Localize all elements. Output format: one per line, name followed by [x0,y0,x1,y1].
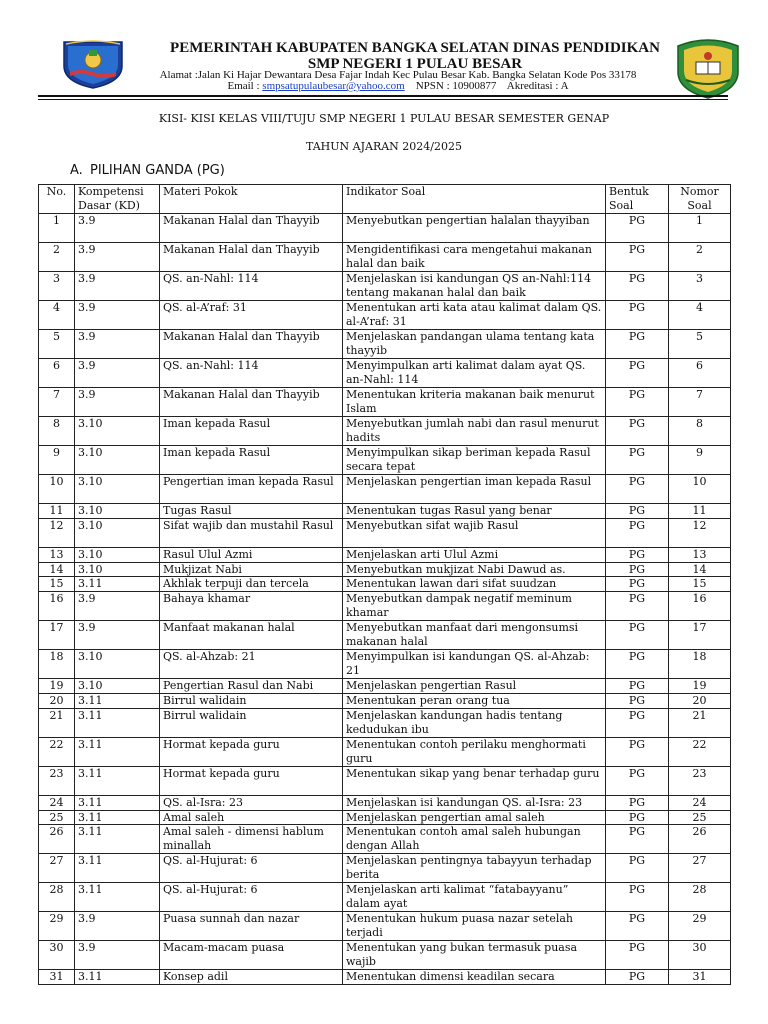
cell-nomor: 3 [669,272,731,301]
cell-no: 18 [39,650,75,679]
cell-nomor: 30 [669,941,731,970]
cell-indikator: Menentukan kriteria makanan baik menurut Islam [343,388,606,417]
table-row [39,417,731,446]
cell-bentuk: PG [606,518,669,547]
table-row [39,795,731,810]
cell-no: 14 [39,562,75,577]
school-name: SMP NEGERI 1 PULAU BESAR [307,56,523,72]
cell-materi: QS. al-Ahzab: 21 [160,650,343,679]
table-row [39,883,731,912]
cell-indikator: Menyimpulkan sikap beriman kepada Rasul secara tepat [343,446,606,475]
cell-kd: 3.10 [75,650,160,679]
table-row [39,504,731,519]
cell-no: 2 [39,243,75,272]
cell-nomor: 11 [669,504,731,519]
cell-indikator: Menentukan sikap yang benar terhadap guru [343,766,606,795]
header-rule-thin [38,99,728,100]
address-line: Alamat :Jalan Ki Hajar Dewantara Desa Fajar Indah Kec Pulau Besar Kab. Bangka Selatan Kode Pos 33178 [159,69,637,81]
cell-materi: Hormat kepada guru [160,766,343,795]
table-row [39,272,731,301]
header-nomor: Nomor Soal [669,185,731,214]
cell-indikator: Menjelaskan pengertian iman kepada Rasul [343,475,606,504]
cell-nomor: 4 [669,301,731,330]
table-row [39,214,731,243]
cell-kd: 3.11 [75,810,160,825]
table-row [39,854,731,883]
cell-nomor: 2 [669,243,731,272]
cell-nomor: 7 [669,388,731,417]
cell-no: 5 [39,330,75,359]
cell-kd: 3.10 [75,475,160,504]
table-body [39,214,731,985]
cell-nomor: 21 [669,708,731,737]
cell-indikator: Menyimpulkan arti kalimat dalam ayat QS. an-Nahl: 114 [343,359,606,388]
cell-bentuk: PG [606,359,669,388]
section-heading [70,163,225,178]
cell-kd: 3.10 [75,446,160,475]
cell-kd: 3.10 [75,504,160,519]
cell-no: 30 [39,941,75,970]
cell-bentuk: PG [606,562,669,577]
document-title: KISI- KISI KELAS VIII/TUJU SMP NEGERI 1 PULAU BESAR SEMESTER GENAP [158,112,610,125]
cell-materi: Manfaat makanan halal [160,621,343,650]
table-row [39,243,731,272]
cell-kd: 3.9 [75,272,160,301]
cell-no: 6 [39,359,75,388]
cell-kd: 3.9 [75,214,160,243]
cell-no: 28 [39,883,75,912]
cell-no: 12 [39,518,75,547]
table-row [39,446,731,475]
cell-nomor: 12 [669,518,731,547]
table-row [39,475,731,504]
cell-kd: 3.11 [75,577,160,592]
cell-indikator: Menjelaskan pentingnya tabayyun terhadap berita [343,854,606,883]
cell-materi: Makanan Halal dan Thayyib [160,243,343,272]
table-row [39,518,731,547]
header-bentuk: Bentuk Soal [606,185,669,214]
cell-bentuk: PG [606,272,669,301]
cell-nomor: 15 [669,577,731,592]
cell-bentuk: PG [606,475,669,504]
cell-nomor: 24 [669,795,731,810]
cell-bentuk: PG [606,912,669,941]
cell-no: 1 [39,214,75,243]
cell-kd: 3.9 [75,243,160,272]
cell-kd: 3.9 [75,592,160,621]
cell-materi: Makanan Halal dan Thayyib [160,214,343,243]
table-row [39,621,731,650]
cell-no: 20 [39,693,75,708]
academic-year: TAHUN AJARAN 2024/2025 [305,140,462,153]
cell-no: 27 [39,854,75,883]
cell-indikator: Menentukan contoh perilaku menghormati guru [343,737,606,766]
cell-nomor: 29 [669,912,731,941]
cell-indikator: Menentukan lawan dari sifat suudzan [343,577,606,592]
cell-no: 16 [39,592,75,621]
cell-materi: Birrul walidain [160,708,343,737]
cell-nomor: 1 [669,214,731,243]
table-row [39,330,731,359]
table-row [39,547,731,562]
cell-bentuk: PG [606,417,669,446]
cell-indikator: Menentukan yang bukan termasuk puasa wajib [343,941,606,970]
table-row [39,359,731,388]
table-row [39,941,731,970]
letterhead [0,0,768,108]
cell-nomor: 18 [669,650,731,679]
cell-indikator: Menyebutkan manfaat dari mengonsumsi makanan halal [343,621,606,650]
cell-no: 9 [39,446,75,475]
table-row [39,708,731,737]
cell-kd: 3.10 [75,679,160,694]
cell-bentuk: PG [606,577,669,592]
table-row [39,562,731,577]
cell-materi: Iman kepada Rasul [160,417,343,446]
cell-nomor: 19 [669,679,731,694]
cell-materi: Birrul walidain [160,693,343,708]
table-row [39,737,731,766]
cell-kd: 3.11 [75,970,160,985]
cell-materi: Makanan Halal dan Thayyib [160,330,343,359]
cell-kd: 3.11 [75,766,160,795]
grid-table [38,184,731,985]
cell-kd: 3.11 [75,693,160,708]
cell-nomor: 8 [669,417,731,446]
cell-indikator: Menjelaskan arti kalimat “fatabayyanu” dalam ayat [343,883,606,912]
cell-kd: 3.11 [75,737,160,766]
cell-bentuk: PG [606,766,669,795]
cell-kd: 3.10 [75,547,160,562]
cell-materi: Macam-macam puasa [160,941,343,970]
akreditasi-text: Akreditasi : A [506,80,569,92]
table-row [39,912,731,941]
cell-nomor: 26 [669,825,731,854]
cell-materi: Amal saleh [160,810,343,825]
table-row [39,810,731,825]
cell-nomor: 20 [669,693,731,708]
table-row [39,650,731,679]
header-no: No. [39,185,75,214]
cell-indikator: Menentukan hukum puasa nazar setelah terjadi [343,912,606,941]
cell-kd: 3.9 [75,330,160,359]
table-row [39,301,731,330]
cell-kd: 3.9 [75,301,160,330]
cell-bentuk: PG [606,795,669,810]
cell-nomor: 31 [669,970,731,985]
cell-nomor: 5 [669,330,731,359]
cell-bentuk: PG [606,693,669,708]
cell-no: 11 [39,504,75,519]
cell-indikator: Menjelaskan pengertian Rasul [343,679,606,694]
cell-indikator: Menjelaskan kandungan hadis tentang kedudukan ibu [343,708,606,737]
cell-indikator: Menjelaskan pengertian amal saleh [343,810,606,825]
cell-materi: Akhlak terpuji dan tercela [160,577,343,592]
school-address [0,70,768,92]
cell-indikator: Menjelaskan isi kandungan QS. al-Isra: 23 [343,795,606,810]
cell-bentuk: PG [606,970,669,985]
cell-nomor: 14 [669,562,731,577]
cell-no: 8 [39,417,75,446]
cell-bentuk: PG [606,243,669,272]
cell-materi: Bahaya khamar [160,592,343,621]
cell-materi: Mukjizat Nabi [160,562,343,577]
cell-no: 26 [39,825,75,854]
government-title: PEMERINTAH KABUPATEN BANGKA SELATAN DINAS PENDIDIKAN [170,40,660,56]
cell-nomor: 6 [669,359,731,388]
cell-kd: 3.10 [75,562,160,577]
cell-nomor: 25 [669,810,731,825]
section-letter: A. [70,163,83,178]
cell-indikator: Menentukan peran orang tua [343,693,606,708]
cell-indikator: Menyebutkan pengertian halalan thayyiban [343,214,606,243]
cell-bentuk: PG [606,679,669,694]
cell-materi: QS. al-Hujurat: 6 [160,883,343,912]
cell-materi: Pengertian iman kepada Rasul [160,475,343,504]
cell-kd: 3.9 [75,912,160,941]
table-row [39,970,731,985]
cell-indikator: Menjelaskan isi kandungan QS an-Nahl:114 tentang makanan halal dan baik [343,272,606,301]
cell-kd: 3.9 [75,388,160,417]
cell-no: 15 [39,577,75,592]
cell-materi: QS. al-A’raf: 31 [160,301,343,330]
cell-nomor: 23 [669,766,731,795]
cell-indikator: Menjelaskan arti Ulul Azmi [343,547,606,562]
table-row [39,577,731,592]
cell-kd: 3.9 [75,941,160,970]
cell-indikator: Menentukan contoh amal saleh hubungan dengan Allah [343,825,606,854]
cell-indikator: Menentukan dimensi keadilan secara [343,970,606,985]
contact-line [0,81,768,92]
cell-no: 7 [39,388,75,417]
cell-no: 21 [39,708,75,737]
cell-kd: 3.9 [75,359,160,388]
cell-indikator: Menentukan arti kata atau kalimat dalam QS. al-A’raf: 31 [343,301,606,330]
cell-no: 31 [39,970,75,985]
cell-nomor: 13 [669,547,731,562]
cell-bentuk: PG [606,301,669,330]
cell-indikator: Mengidentifikasi cara mengetahui makanan halal dan baik [343,243,606,272]
cell-no: 10 [39,475,75,504]
cell-materi: Puasa sunnah dan nazar [160,912,343,941]
cell-nomor: 17 [669,621,731,650]
cell-nomor: 9 [669,446,731,475]
cell-bentuk: PG [606,547,669,562]
cell-bentuk: PG [606,708,669,737]
cell-no: 19 [39,679,75,694]
cell-materi: Makanan Halal dan Thayyib [160,388,343,417]
cell-bentuk: PG [606,737,669,766]
cell-indikator: Menentukan tugas Rasul yang benar [343,504,606,519]
table-row [39,825,731,854]
cell-bentuk: PG [606,446,669,475]
cell-bentuk: PG [606,592,669,621]
cell-materi: QS. an-Nahl: 114 [160,272,343,301]
cell-materi: Pengertian Rasul dan Nabi [160,679,343,694]
cell-materi: Rasul Ulul Azmi [160,547,343,562]
cell-kd: 3.9 [75,621,160,650]
cell-bentuk: PG [606,883,669,912]
cell-no: 17 [39,621,75,650]
npsn-text: NPSN : 10900877 [415,80,497,92]
cell-materi: QS. an-Nahl: 114 [160,359,343,388]
cell-kd: 3.11 [75,708,160,737]
table-row [39,693,731,708]
cell-kd: 3.11 [75,883,160,912]
cell-no: 29 [39,912,75,941]
cell-nomor: 22 [669,737,731,766]
cell-materi: QS. al-Hujurat: 6 [160,854,343,883]
cell-kd: 3.10 [75,518,160,547]
cell-bentuk: PG [606,330,669,359]
cell-bentuk: PG [606,621,669,650]
header-indikator: Indikator Soal [343,185,606,214]
cell-kd: 3.11 [75,854,160,883]
table-row [39,679,731,694]
cell-bentuk: PG [606,388,669,417]
header-kd: Kompetensi Dasar (KD) [75,185,160,214]
cell-kd: 3.10 [75,417,160,446]
cell-materi: Iman kepada Rasul [160,446,343,475]
cell-materi: QS. al-Isra: 23 [160,795,343,810]
table-row [39,592,731,621]
section-title: PILIHAN GANDA (PG) [90,163,225,178]
cell-bentuk: PG [606,650,669,679]
cell-materi: Sifat wajib dan mustahil Rasul [160,518,343,547]
header-materi: Materi Pokok [160,185,343,214]
cell-materi: Tugas Rasul [160,504,343,519]
email-link[interactable]: smpsatupulaubesar@yahoo.com [262,80,405,92]
table-row [39,388,731,417]
cell-indikator: Menyebutkan dampak negatif meminum khamar [343,592,606,621]
cell-indikator: Menyebutkan jumlah nabi dan rasul menurut hadits [343,417,606,446]
cell-bentuk: PG [606,214,669,243]
table-header-row [39,185,731,214]
cell-indikator: Menyebutkan sifat wajib Rasul [343,518,606,547]
cell-materi: Hormat kepada guru [160,737,343,766]
cell-nomor: 10 [669,475,731,504]
cell-no: 23 [39,766,75,795]
cell-nomor: 16 [669,592,731,621]
cell-no: 22 [39,737,75,766]
header-rule-thick [38,95,728,97]
cell-bentuk: PG [606,825,669,854]
cell-nomor: 27 [669,854,731,883]
cell-kd: 3.11 [75,825,160,854]
cell-indikator: Menjelaskan pandangan ulama tentang kata thayyib [343,330,606,359]
cell-indikator: Menyimpulkan isi kandungan QS. al-Ahzab: 21 [343,650,606,679]
table-row [39,766,731,795]
cell-materi: Konsep adil [160,970,343,985]
cell-indikator: Menyebutkan mukjizat Nabi Dawud as. [343,562,606,577]
email-label: Email : [227,80,263,92]
cell-kd: 3.11 [75,795,160,810]
cell-no: 25 [39,810,75,825]
cell-no: 13 [39,547,75,562]
cell-no: 4 [39,301,75,330]
cell-materi: Amal saleh - dimensi hablum minallah [160,825,343,854]
cell-bentuk: PG [606,504,669,519]
cell-bentuk: PG [606,941,669,970]
cell-no: 3 [39,272,75,301]
cell-nomor: 28 [669,883,731,912]
cell-bentuk: PG [606,810,669,825]
cell-no: 24 [39,795,75,810]
cell-bentuk: PG [606,854,669,883]
